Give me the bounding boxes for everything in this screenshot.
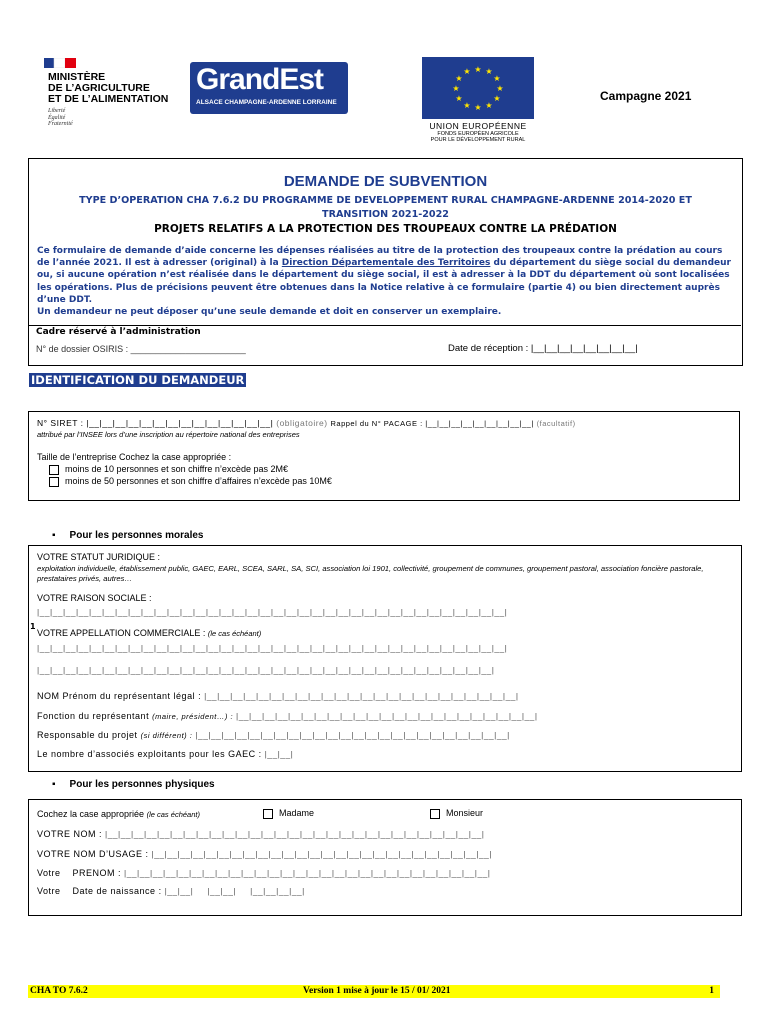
representant-row[interactable] — [37, 691, 519, 701]
fonction-boxes[interactable]: |__|__|__|__|__|__|__|__|__|__|__|__|__|__|__|__|__|__|__|__|__|__|__| — [236, 711, 538, 721]
usage-label: VOTRE NOM D’USAGE : — [37, 849, 149, 859]
ddt-link[interactable]: Direction Départementale des Territoires — [281, 258, 491, 269]
grandest-wordmark: GrandEst — [196, 63, 324, 96]
page-number: 1 — [709, 986, 714, 996]
naissance-boxes[interactable]: |__|__| |__|__| |__|__|__|__| — [164, 886, 305, 896]
checkbox-icon[interactable] — [49, 465, 59, 475]
appellation-row — [37, 628, 261, 638]
svg-text:★: ★ — [485, 101, 493, 110]
bullet-icon: ▪ — [52, 779, 56, 790]
doc-subtitle-3: PROJETS RELATIFS A LA PROTECTION DES TROUPEAUX CONTRE LA PRÉDATION — [154, 223, 617, 235]
usage-row[interactable] — [37, 849, 492, 859]
eu-logo — [418, 57, 538, 145]
fonction-hint: (maire, président…) : — [152, 712, 234, 721]
svg-text:★: ★ — [455, 74, 463, 83]
naissance-row[interactable] — [37, 886, 305, 896]
option-monsieur[interactable] — [430, 808, 483, 819]
eu-flag-icon — [422, 57, 534, 119]
appellation-hint: (le cas échéant) — [207, 629, 262, 638]
intro-paragraph — [37, 245, 737, 318]
physiques-heading-text: Pour les personnes physiques — [69, 779, 215, 790]
civilite-hint: (le cas échéant) — [146, 810, 200, 819]
checkbox-icon[interactable] — [49, 477, 59, 487]
responsable-boxes[interactable]: |__|__|__|__|__|__|__|__|__|__|__|__|__|__|__|__|__|__|__|__|__|__|__|__| — [195, 730, 510, 740]
monsieur-label: Monsieur — [446, 808, 484, 818]
svg-text:★: ★ — [474, 103, 482, 112]
margin-note: 1 — [30, 622, 36, 631]
siret-field[interactable] — [37, 418, 576, 428]
prenom-row[interactable] — [37, 868, 490, 878]
civilite-row — [37, 809, 727, 819]
nom-label: VOTRE NOM : — [37, 829, 103, 839]
footer-bar — [28, 985, 720, 998]
fonction-row[interactable] — [37, 711, 538, 721]
raison-field[interactable]: |__|__|__|__|__|__|__|__|__|__|__|__|__|__|__|__|__|__|__|__|__|__|__|__|__|__|__|__|__|__|__|__|__|__|__|__| — [37, 607, 508, 617]
grandest-logo — [190, 62, 348, 114]
svg-text:★: ★ — [455, 94, 463, 103]
option-madame[interactable] — [263, 808, 314, 819]
pacage-facultatif: (facultatif) — [536, 419, 576, 428]
eu-title: UNION EUROPÉENNE — [429, 121, 527, 131]
svg-text:★: ★ — [452, 84, 460, 93]
appellation-field-2[interactable]: |__|__|__|__|__|__|__|__|__|__|__|__|__|__|__|__|__|__|__|__|__|__|__|__|__|__|__|__|__|__|__|__|__|__|__| — [37, 665, 495, 675]
svg-text:★: ★ — [463, 101, 471, 110]
siret-label: N° SIRET : |__|__|__|__|__|__|__|__|__|__|__|__|__|__| — [37, 418, 274, 428]
campaign-label: Campagne 2021 — [600, 89, 692, 103]
doc-subtitle-2: TRANSITION 2021-2022 — [322, 209, 449, 220]
intro-rule: Un demandeur ne peut déposer qu’une seule demande et doit en conserver un exemplaire. — [37, 307, 502, 318]
usage-boxes[interactable]: |__|__|__|__|__|__|__|__|__|__|__|__|__|__|__|__|__|__|__|__|__|__|__|__|__|__| — [151, 849, 492, 859]
checkbox-icon[interactable] — [430, 809, 440, 819]
pacage-label: Rappel du N° PACAGE : |__|__|__|__|__|__|__|__|__| — [330, 419, 534, 428]
identification-title: IDENTIFICATION DU DEMANDEUR — [31, 373, 245, 387]
naissance-label: Votre Date de naissance : — [37, 886, 162, 896]
statut-hint: exploitation individuelle, établissement public, GAEC, EARL, SCEA, SARL, SA, SCI, association loi 1901, collectivité, groupement de communes, groupement pastoral, association foncière pastorale, prestataires privés, autres… — [37, 564, 704, 583]
size-option-10-label: moins de 10 personnes et son chiffre n’excède pas 2M€ — [65, 464, 288, 474]
osiris-field[interactable]: N° de dossier OSIRIS : _______________________ — [36, 344, 246, 354]
appellation-label: VOTRE APPELLATION COMMERCIALE : — [37, 628, 206, 638]
size-title: Taille de l’entreprise Cochez la case appropriée : — [37, 452, 232, 462]
intro-box — [28, 158, 743, 366]
representant-boxes[interactable]: |__|__|__|__|__|__|__|__|__|__|__|__|__|__|__|__|__|__|__|__|__|__|__|__| — [204, 691, 519, 701]
ministry-logo — [44, 58, 184, 138]
nom-row[interactable] — [37, 829, 484, 839]
size-option-50[interactable] — [49, 476, 332, 487]
ministry-line-3: ET DE L’ALIMENTATION — [48, 93, 169, 105]
associes-boxes[interactable]: |__|__| — [264, 749, 294, 759]
representant-label: NOM Prénom du représentant légal : — [37, 691, 202, 701]
admin-title: Cadre réservé à l’administration — [36, 327, 201, 337]
identification-box — [28, 411, 740, 501]
statut-label: VOTRE STATUT JURIDIQUE : — [37, 552, 161, 562]
svg-text:★: ★ — [493, 94, 501, 103]
marianne-flag-icon — [44, 58, 76, 68]
admin-box — [28, 325, 741, 365]
prenom-label: Votre PRENOM : — [37, 868, 122, 878]
svg-text:★: ★ — [496, 84, 504, 93]
siret-obligatoire: (obligatoire) — [276, 418, 328, 428]
size-option-10[interactable] — [49, 464, 288, 475]
svg-text:★: ★ — [474, 65, 482, 74]
fonction-label: Fonction du représentant — [37, 711, 150, 721]
nom-boxes[interactable]: |__|__|__|__|__|__|__|__|__|__|__|__|__|__|__|__|__|__|__|__|__|__|__|__|__|__|__|__|__| — [105, 829, 485, 839]
size-option-50-label: moins de 50 personnes et son chiffre d’affaires n’excède pas 10M€ — [65, 476, 332, 486]
doc-title: DEMANDE DE SUBVENTION — [283, 173, 488, 190]
responsable-row[interactable] — [37, 730, 510, 740]
morales-heading — [52, 530, 204, 541]
motto-liberte: Liberté — [48, 108, 66, 114]
civilite-label: Cochez la case appropriée — [37, 809, 145, 819]
physiques-box — [28, 799, 742, 916]
grandest-subtitle: ALSACE CHAMPAGNE-ARDENNE LORRAINE — [196, 99, 337, 106]
svg-text:★: ★ — [463, 67, 471, 76]
responsable-hint: (si différent) : — [140, 731, 193, 740]
intro-text-2: du département du siège social du demandeur ou, si aucune opération n’est réalisée dans le département du siège social, il est à adresser à la DDT du département où sont localisées les opérations. Plus de précisions peuvent être obtenues dans la Notice relative à ce formulaire (partie 4) ou bien directement auprès d’une DDT. — [37, 258, 731, 305]
motto-egalite: Égalité — [48, 114, 66, 121]
footer-ref: CHA TO 7.6.2 — [30, 986, 88, 996]
motto-fraternite: Fraternité — [48, 121, 73, 127]
responsable-label: Responsable du projet — [37, 730, 138, 740]
eu-sub-1: FONDS EUROPÉEN AGRICOLE — [437, 131, 519, 137]
prenom-boxes[interactable]: |__|__|__|__|__|__|__|__|__|__|__|__|__|__|__|__|__|__|__|__|__|__|__|__|__|__|__|__| — [124, 868, 491, 878]
doc-subtitle-1: TYPE D’OPERATION CHA 7.6.2 DU PROGRAMME DE DEVELOPPEMENT RURAL CHAMPAGNE-ARDENNE 2014-2020 ET — [79, 195, 692, 206]
ministry-line-1: MINISTÈRE — [48, 71, 106, 83]
associes-label: Le nombre d’associés exploitants pour les GAEC : — [37, 749, 262, 759]
physiques-heading — [52, 779, 215, 790]
morales-heading-text: Pour les personnes morales — [69, 530, 204, 541]
footer-version: Version 1 mise à jour le 15 / 01/ 2021 — [303, 986, 451, 996]
svg-text:★: ★ — [485, 67, 493, 76]
svg-text:★: ★ — [493, 74, 501, 83]
intro-text-1: Ce formulaire de demande d’aide concerne les dépenses réalisées au titre de la protection des troupeaux contre la prédation au cours de l’année 2021. Il est à adresser (original) à la — [37, 246, 723, 269]
ministry-line-2: DE L’AGRICULTURE — [48, 82, 150, 94]
bullet-icon: ▪ — [52, 530, 56, 541]
raison-label: VOTRE RAISON SOCIALE : — [37, 593, 152, 603]
madame-label: Madame — [279, 808, 315, 818]
morales-box — [28, 545, 742, 772]
checkbox-icon[interactable] — [263, 809, 273, 819]
eu-sub-2: POUR LE DÉVELOPPEMENT RURAL — [430, 137, 526, 143]
insee-note: attribué par l’INSEE lors d’une inscription au répertoire national des entreprises — [37, 430, 300, 439]
reception-date-field[interactable]: Date de réception : |__|__|__|__|__|__|__|__| — [448, 343, 638, 354]
associes-row[interactable] — [37, 749, 293, 759]
appellation-field-1[interactable]: |__|__|__|__|__|__|__|__|__|__|__|__|__|__|__|__|__|__|__|__|__|__|__|__|__|__|__|__|__|__|__|__|__|__|__|__| — [37, 643, 508, 653]
